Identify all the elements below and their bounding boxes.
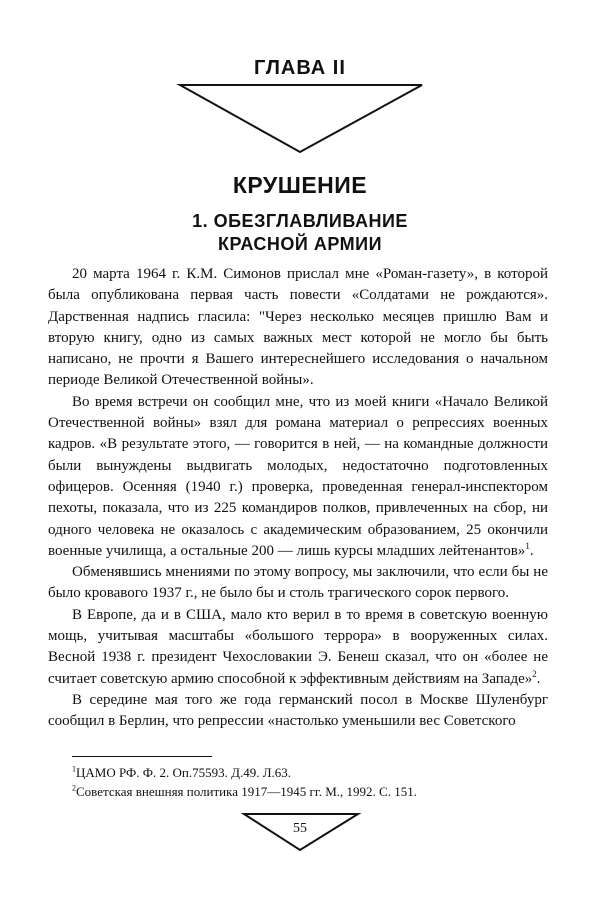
footnote: $^1$ЦАМО РФ. Ф. 2. Оп.75593. Д.49. Л.63.	[72, 764, 292, 780]
paragraph: 20 марта 1964 г. К.М. Симонов прислал мне «Роман-газету», в которой была опубликована первая часть повести «Солдатами не рождаются». Дарственная надпись гласила: "Через несколько месяцев пришлю Вам и вторую книгу, одно из самых важных мест которой не могло бы быть написано, не прочти я Вашего интереснейшего исследования о начальном периоде Великой Отечественной войны».	[48, 266, 548, 389]
paragraph: В середине мая того же года германский посол в Москве Шуленбург сообщил в Берлин, что репрессии «настолько уменьшили вес Советского	[48, 691, 548, 730]
chapter-label: ГЛАВА II	[254, 57, 346, 79]
subsection-title-line-1: 1. ОБЕЗГЛАВЛИВАНИЕ	[192, 211, 408, 231]
footnote-ref: 1	[525, 540, 530, 551]
section-title: КРУШЕНИЕ	[232, 172, 368, 198]
paragraph: Обменявшись мнениями по этому вопросу, мы заключили, что если бы не было кровавого 1937 г., не было бы и столь трагического сорок первого.	[48, 564, 548, 602]
page-number: 55	[293, 821, 307, 836]
footnote-ref: 2	[532, 668, 537, 679]
footnote: $^2$Советская внешняя политика 1917—1945 гг. М., 1992. С. 151.	[72, 783, 417, 799]
paragraph: В Европе, да и в США, мало кто верил в то время в советскую военную мощь, учитывая масштабы «большого террора» в вооруженных силах. Весной 1938 г. президент Чехословакии Э. Бенеш сказал, что он «более не считает советскую армию способной к эффективным действиям на Западе»$^2$.	[48, 606, 548, 687]
subsection-title-line-2: КРАСНОЙ АРМИИ	[217, 234, 383, 254]
paragraph: Во время встречи он сообщил мне, что из моей книги «Начало Великой Отечественной войны» взял для романа материал о репрессиях военных кадров. «В результате этого, — говорится в ней, — на командные должности были вынуждены выдвигать молодых, недостаточно подготовленных офицеров. Осенняя (1940 г.) проверка, проведенная генерал-инспектором пехоты, показала, что из 225 командиров полков, привлеченных на сбор, ни одного человека не оказалось с академическим образованием, 25 окончили военные училища, а остальные 200 — лишь курсы младших лейтенантов»$^1$.	[48, 393, 548, 559]
